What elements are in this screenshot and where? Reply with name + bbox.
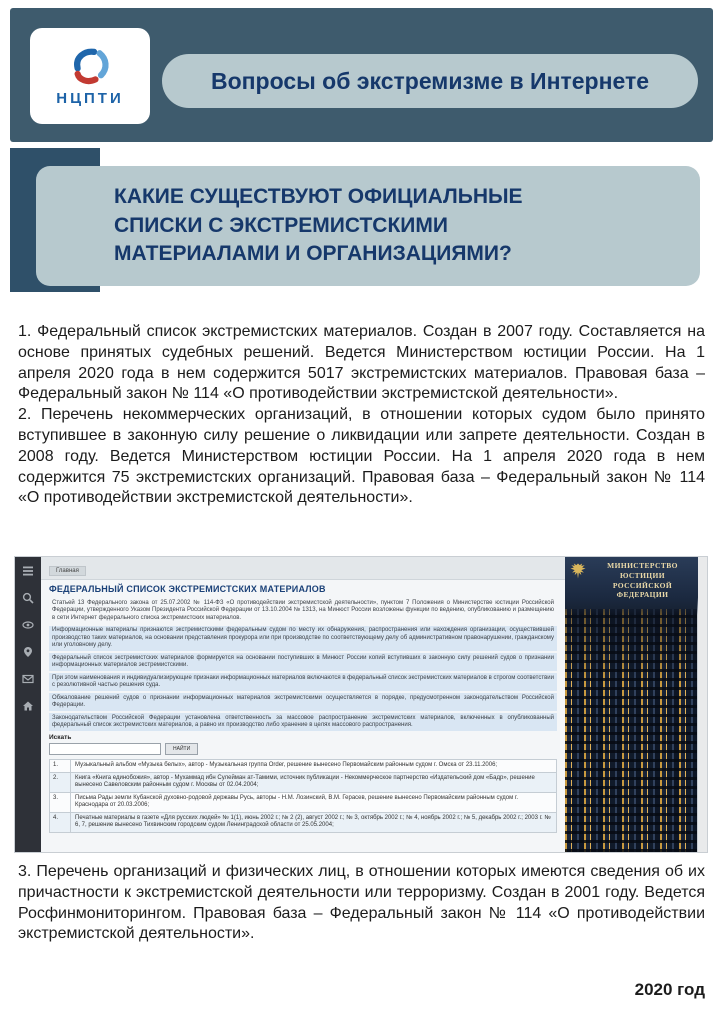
paragraph-ngo-list: 2. Перечень некоммерческих организаций, в отношении которых судом было принято вступившее в законную силу решение о ликвидации или запрете деятельности. Создан в 2008 году. Ведется Министерством юстиции России. На 1 апреля 2020 года в нем содержится 75 экстремистских организаций. Правовая база – Федеральный закон № 114 «О противодействии экстремистской деятельности». [18,406,705,507]
website-intro-paragraph: При этом наименования и индивидуализирующие признаки информационных материалов включаются в федеральный список экстремистских материалов в строгом соответствии с резолютивной частью решения суда. [49,673,557,691]
location-icon[interactable] [22,646,34,658]
body-text-2 [18,862,705,945]
table-row [50,812,556,832]
breadcrumb-home-tab[interactable]: Главная [49,566,86,576]
minjust-website-screenshot [14,556,708,853]
ministry-photo-header [565,557,698,615]
website-page-title: ФЕДЕРАЛЬНЫЙ СПИСОК ЭКСТРЕМИСТСКИХ МАТЕРИАЛОВ [49,584,326,594]
eye-icon[interactable] [22,619,34,631]
search-row [49,743,557,755]
row-number: 3. [50,793,71,812]
paragraph-rosfin-list: 3. Перечень организаций и физических лиц, в отношении которых имеются сведения об их причастности к экстремистской деятельности или терроризму. Создан в 2001 году. Ведется Росфинмониторингом. Правовая база – Федеральный закон № 114 «О противодействии экстремистской деятельности». [18,863,705,943]
extremist-materials-table [49,759,557,833]
question-heading: КАКИЕ СУЩЕСТВУЮТ ОФИЦИАЛЬНЫЕ СПИСКИ С ЭКСТРЕМИСТСКИМИ МАТЕРИАЛАМИ И ОРГАНИЗАЦИЯМИ? [114,185,523,266]
mail-icon[interactable] [22,673,34,685]
search-label: Искать [49,734,72,741]
row-number: 1. [50,760,71,772]
row-number: 2. [50,773,71,792]
website-intro-paragraph: Обжалование решений судов о признании информационных материалов экстремистскими осуществляется в порядке, предусмотренном законодательством Российской Федерации. [49,693,557,711]
website-sidebar [15,557,41,852]
header-bar [10,8,713,142]
poster-title-pill [162,54,698,108]
website-topband [41,557,565,580]
search-icon[interactable] [22,592,34,604]
table-row [50,792,556,812]
logo-text: НЦПТИ [56,90,124,107]
poster-title: Вопросы об экстремизме в Интернете [210,67,650,94]
table-row [50,772,556,792]
website-content [41,557,565,852]
ncpti-logo [30,28,150,124]
row-number: 4. [50,813,71,832]
ministry-building-photo [565,557,707,852]
ministry-name: МИНИСТЕРСТВО ЮСТИЦИИ РОССИЙСКОЙ ФЕДЕРАЦИИ [607,561,678,600]
paragraph-federal-list: 1. Федеральный список экстремистских материалов. Создан в 2007 году. Составляется на основе принятых судебных решений. Ведется Министерством юстиции России. На 1 апреля 2020 года в нем содержится 5017 экстремистских материалов. Правовая база – Федеральный закон № 114 «О противодействии экстремистской деятельности». [18,323,705,403]
photo-caption-strip [697,557,707,852]
search-button[interactable]: НАЙТИ [165,743,198,755]
row-text: Книга «Книга единобожия», автор - Мухаммад ибн Сулейман ат-Тамими, источник публикации - Некоммерческое партнерство «Издательский дом «Бадр», решение вынесено Савеловским районным судом г. Москвы от 02.04.2004; [75,774,535,788]
year-label: 2020 год [634,980,705,999]
table-row [50,760,556,772]
building-windows [565,609,698,852]
website-intro-paragraph: Законодательством Российской Федерации установлена ответственность за массовое распространение экстремистских материалов, включенных в опубликованный федеральный список экстремистских материалов, а равно их производство либо хранение в целях массового распространения. [49,713,557,731]
question-banner [36,166,700,286]
home-icon[interactable] [22,700,34,712]
website-intro-paragraph: Информационные материалы признаются экстремистскими федеральным судом по месту их обнаружения, распространения или нахождения организации, осуществившей производство таких материалов, на основании представления прокурора или при производстве по соответствующему делу об административном правонарушении, гражданскому или уголовному делу. [49,626,557,652]
ministry-emblem-icon [568,561,588,581]
search-input[interactable] [49,743,161,755]
menu-icon[interactable] [22,565,34,577]
ncpti-swirl-icon [61,45,119,89]
body-text [18,322,705,509]
row-text: Письма Рады земли Кубанской духовно-родовой державы Русь, авторы - Н.М. Лозинский, В.М. Герасев, решение вынесено Первомайским районным судом г. Краснодара от 20.03.2006; [75,794,519,808]
website-intro-paragraph: Статьей 13 Федерального закона от 25.07.2002 № 114-ФЗ «О противодействии экстремистской деятельности», пунктом 7 Положения о Министерстве юстиции Российской Федерации, утвержденного Указом Президента Российской Федерации от 13.10.2004 № 1313, на Минюст России возложены функции по ведению, опубликованию и размещению в сети Интернет федерального списка экстремистских материалов. [52,599,554,621]
website-intro-paragraph: Федеральный список экстремистских материалов формируется на основании поступивших в Минюст России копий вступивших в законную силу решений судов о признании информационных материалов экстремистскими. [49,653,557,671]
row-text: Музыкальный альбом «Музыка белых», автор - Музыкальная группа Order, решение вынесено Первомайским районным судом г. Омска от 23.11.2006; [75,762,498,768]
row-text: Печатные материалы в газете «Для русских людей» № 1(1), июнь 2002 г.; № 2 (2), август 2002 г.; № 3, октябрь 2002 г.; № 4, ноябрь 2002 г.; № 5, декабрь 2002 г.; 2003 г. № 6, 7, решение вынесено Тихвинским городским судом Ленинградской области от 25.05.2004; [75,814,551,828]
